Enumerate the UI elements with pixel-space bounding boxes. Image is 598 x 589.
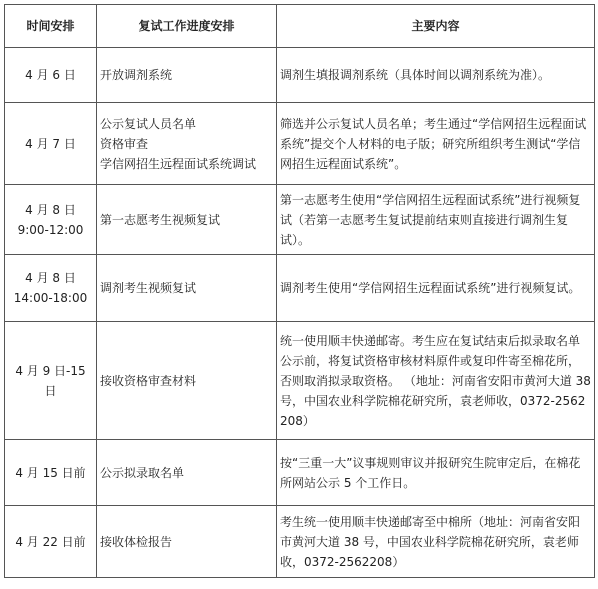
header-time: 时间安排	[5, 5, 97, 48]
row-item: 开放调剂系统	[97, 48, 277, 103]
row-item: 调剂考生视频复试	[97, 255, 277, 322]
row-content: 调剂生填报调剂系统（具体时间以调剂系统为准）。	[277, 48, 595, 103]
row-item: 接收体检报告	[97, 506, 277, 578]
row-item: 接收资格审查材料	[97, 322, 277, 440]
table-row	[5, 103, 595, 185]
row-time: 4 月 15 日前	[5, 440, 97, 506]
header-row	[5, 5, 595, 48]
row-time: 4 月 7 日	[5, 103, 97, 185]
row-content: 筛选并公示复试人员名单；考生通过“学信网招生远程面试系统”提交个人材料的电子版；研究所组织考生测试“学信网招生远程面试系统”。	[277, 103, 595, 185]
row-content: 按“三重一大”议事规则审议并报研究生院审定后，在棉花所网站公示 5 个工作日。	[277, 440, 595, 506]
header-content: 主要内容	[277, 5, 595, 48]
table-row	[5, 48, 595, 103]
row-time: 4 月 22 日前	[5, 506, 97, 578]
row-time: 4 月 9 日-15 日	[5, 322, 97, 440]
row-time: 4 月 8 日 14:00-18:00	[5, 255, 97, 322]
schedule-table	[4, 4, 595, 578]
header-item: 复试工作进度安排	[97, 5, 277, 48]
row-time: 4 月 8 日 9:00-12:00	[5, 185, 97, 255]
row-item: 公示拟录取名单	[97, 440, 277, 506]
table-row	[5, 255, 595, 322]
table-row	[5, 440, 595, 506]
row-content: 考生统一使用顺丰快递邮寄至中棉所（地址：河南省安阳市黄河大道 38 号，中国农业科学院棉花研究所，袁老师收，0372-2562208）	[277, 506, 595, 578]
row-content: 调剂考生使用“学信网招生远程面试系统”进行视频复试。	[277, 255, 595, 322]
row-content: 统一使用顺丰快递邮寄。考生应在复试结束后拟录取名单公示前，将复试资格审核材料原件或复印件寄至棉花所，否则取消拟录取资格。 （地址：河南省安阳市黄河大道 38 号，中国农业科学院棉花研究所，袁老师收，0372-2562208）	[277, 322, 595, 440]
row-item: 第一志愿考生视频复试	[97, 185, 277, 255]
table-row	[5, 322, 595, 440]
row-item: 公示复试人员名单 资格审查 学信网招生远程面试系统调试	[97, 103, 277, 185]
table-row	[5, 185, 595, 255]
row-content: 第一志愿考生使用“学信网招生远程面试系统”进行视频复试（若第一志愿考生复试提前结束则直接进行调剂生复试）。	[277, 185, 595, 255]
row-time: 4 月 6 日	[5, 48, 97, 103]
table-row	[5, 506, 595, 578]
